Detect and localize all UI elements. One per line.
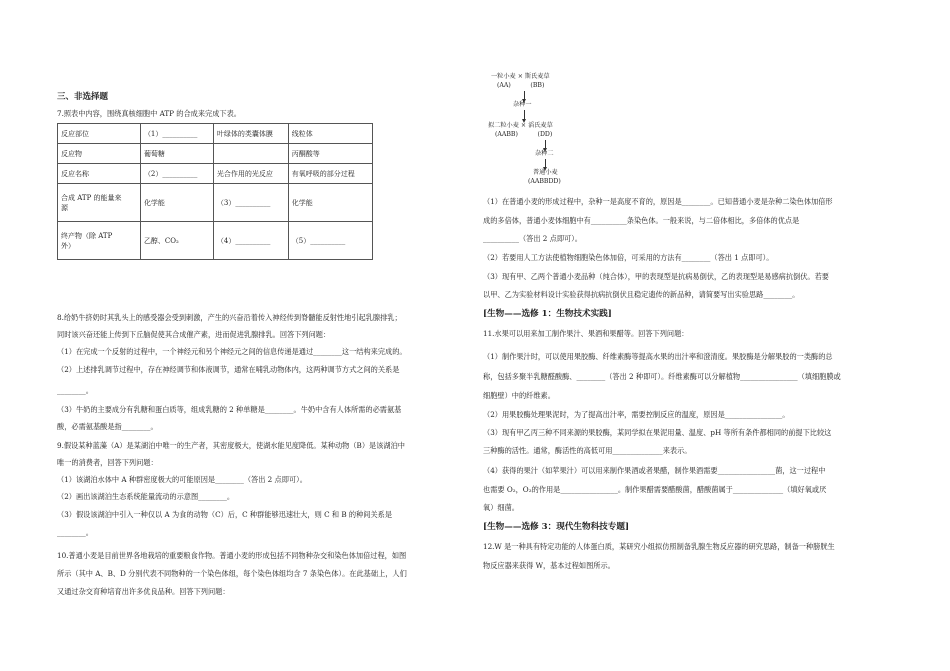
diagram-final: 普通小麦 <box>533 169 558 176</box>
table-cell: 叶绿体的类囊体膜 <box>213 124 288 144</box>
table-cell: （5）__________ <box>288 222 372 260</box>
q9-line: 9.假设某种蓝藻（A）是某湖泊中唯一的生产者，其密度极大，使湖水能见度降低。某种动物（B）是该湖泊中 <box>57 441 405 450</box>
q8-line: 同时该兴奋还能上传到下丘脑促使其合成催产素，进而促进乳腺排乳。回答下列问题： <box>57 330 331 339</box>
table-cell: （2）__________ <box>140 164 213 184</box>
q10-line: 10.普通小麦是目前世界各地栽培的重要粮食作物。普通小麦的形成包括不同物种杂交和染色体加倍过程，如图 <box>57 551 407 560</box>
table-cell: 反应部位 <box>58 124 141 144</box>
table-cell: 反应物 <box>58 144 141 164</box>
diagram-genotypes-1: (AA) (BB) <box>497 82 545 89</box>
diagram-genotypes-2: (AABB) (DD) <box>495 131 553 138</box>
table-cell: （1）__________ <box>140 124 213 144</box>
arrow-icon <box>545 140 546 149</box>
diagram-cross-1: 一粒小麦 × 斯氏麦草 <box>491 73 550 80</box>
elective-1-heading: [生物——选修 1：生物技术实践] <box>483 309 612 319</box>
q11-line: （4）获得的果汁（如苹果汁）可以用来制作果酒或者果醋，制作果酒需要________________菌，这一过程中 <box>483 466 826 475</box>
q11-line: 三种酶的活性。通常，酶活性的高低可用______________来表示。 <box>483 446 692 455</box>
q11-line: 11.水果可以用来加工制作果汁、果酒和果醋等。回答下列问题： <box>483 329 689 338</box>
q10-line: 所示（其中 A、B、D 分别代表不同物种的一个染色体组，每个染色体组均含 7 条染色体）。在此基础上，人们 <box>57 569 407 578</box>
table-row <box>58 144 373 164</box>
diagram-hybrid-2: 杂种二 <box>535 150 554 157</box>
arrow-icon <box>545 159 546 168</box>
q7-stem: 7.照表中内容，围绕真核细胞中 ATP 的合成来完成下表。 <box>57 109 241 118</box>
arrow-icon <box>524 91 525 100</box>
q9-line: （2）画出该湖泊生态系统能量流动的示意图________。 <box>57 492 235 501</box>
table-cell: 光合作用的光反应 <box>213 164 288 184</box>
q8-line: ________。 <box>57 386 93 395</box>
table-cell: 有氧呼吸的部分过程 <box>288 164 372 184</box>
q10-line: 又通过杂交育种培育出许多优良品种。回答下列问题： <box>57 587 230 596</box>
q8-line: 酸，必需氨基酸是指________。 <box>57 422 158 431</box>
q11-line: 氧）细菌。 <box>483 503 519 512</box>
table-cell: 终产物（除 ATP 外） <box>58 222 141 260</box>
diagram-final-genotype: (AABBDD) <box>528 178 561 185</box>
atp-table <box>57 123 373 260</box>
q10-sub-line: （1）在普通小麦的形成过程中，杂种一是高度不育的，原因是________。已知普通小麦是杂种二染色体加倍形 <box>483 197 833 206</box>
q8-line: 8.给奶牛挤奶时其乳头上的感受器会受到刺激，产生的兴奋沿着传入神经传到脊髓能反射性地引起乳腺排乳； <box>57 313 402 322</box>
table-cell: 合成 ATP 的能量来 源 <box>58 184 141 222</box>
q10-sub-line: （3）现有甲、乙两个普通小麦品种（纯合体），甲的表现型是抗病易倒伏，乙的表现型是易感病抗倒伏。若要 <box>483 272 829 281</box>
q11-line: 细胞壁）中的纤维素。 <box>483 391 555 400</box>
q11-line: 称，包括多聚半乳糖醛酸酶、________（答出 2 种即可）。纤维素酶可以分解植物________________（填细胞膜或 <box>483 372 841 381</box>
table-cell: （3）__________ <box>213 184 288 222</box>
q9-line: ________。 <box>57 528 93 537</box>
q10-sub-line: __________（答出 2 点即可）。 <box>483 234 582 243</box>
q12-line: 12.W 是一种具有特定功能的人体蛋白质，某研究小组拟仿照制备乳腺生物反应器的研究思路，制备一种膀胱生 <box>483 542 835 551</box>
section-heading: 三、非选择题 <box>57 92 109 102</box>
diagram-cross-2: 拟二粒小麦 × 滔氏麦草 <box>488 122 553 129</box>
q11-line: 也需要 O₂，O₂的作用是________________。制作果醋需要醋酸菌，醋酸菌属于______________（填好氧或厌 <box>483 485 827 494</box>
table-cell: 化学能 <box>288 184 372 222</box>
q8-line: （1）在完成一个反射的过程中，一个神经元和另个神经元之间的信息传递是通过________这一结构来完成的。 <box>57 347 407 356</box>
q11-line: （3）现有甲乙丙三种不同来源的果胶酶，某同学拟在果泥用量、温度、pH 等所有条件都相同的前提下比较这 <box>483 428 832 437</box>
q10-sub-line: 成的多倍体，普通小麦体细胞中有__________条染色体。一般来说，与二倍体相比，多倍体的优点是 <box>483 216 800 225</box>
diagram-hybrid-1: 杂种一 <box>513 101 532 108</box>
table-cell: 化学能 <box>140 184 213 222</box>
q8-line: （2）上述排乳调节过程中，存在神经调节和体液调节，通常在哺乳动物体内，这两种调节方式之间的关系是 <box>57 365 400 374</box>
table-cell: 线粒体 <box>288 124 372 144</box>
table-cell: （4）__________ <box>213 222 288 260</box>
arrow-icon <box>524 110 525 120</box>
table-cell <box>213 144 288 164</box>
table-row <box>58 222 373 260</box>
table-row <box>58 184 373 222</box>
q9-line: （1）该湖泊水体中 A 种群密度极大的可能原因是________（答出 2 点即可）。 <box>57 475 307 484</box>
table-cell: 乙醇、CO₂ <box>140 222 213 260</box>
table-cell: 反应名称 <box>58 164 141 184</box>
q10-sub-line: （2）若要用人工方法使植物细胞染色体加倍，可采用的方法有________（答出 1 点即可）。 <box>483 253 774 262</box>
elective-3-heading: [生物——选修 3：现代生物科技专题] <box>483 522 630 532</box>
q9-line: （3）假设该湖泊中引入一种仅以 A 为食的动物（C）后，C 种群能够迅速壮大，则 C 和 B 的种间关系是 <box>57 510 393 519</box>
q11-line: （1）制作果汁时，可以使用果胶酶、纤维素酶等提高水果的出汁率和澄清度。果胶酶是分解果胶的一类酶的总 <box>483 352 833 361</box>
q10-sub-line: 以甲、乙为实验材料设计实验获得抗病抗倒伏且稳定遗传的新品种，请简要写出实验思路________。 <box>483 290 800 299</box>
table-cell: 葡萄糖 <box>140 144 213 164</box>
q8-line: （3）牛奶的主要成分有乳糖和蛋白质等，组成乳糖的 2 种单糖是________。牛奶中含有人体所需的必需氨基 <box>57 405 402 414</box>
q11-line: （2）用果胶酶处理果泥时，为了提高出汁率，需要控制反应的温度，原因是________________。 <box>483 410 790 419</box>
table-row <box>58 164 373 184</box>
q12-line: 物反应器来获得 W，基本过程如图所示。 <box>483 561 615 570</box>
table-row <box>58 124 373 144</box>
table-cell: 丙酮酸等 <box>288 144 372 164</box>
q9-line: 唯一的消费者，回答下列问题： <box>57 458 158 467</box>
